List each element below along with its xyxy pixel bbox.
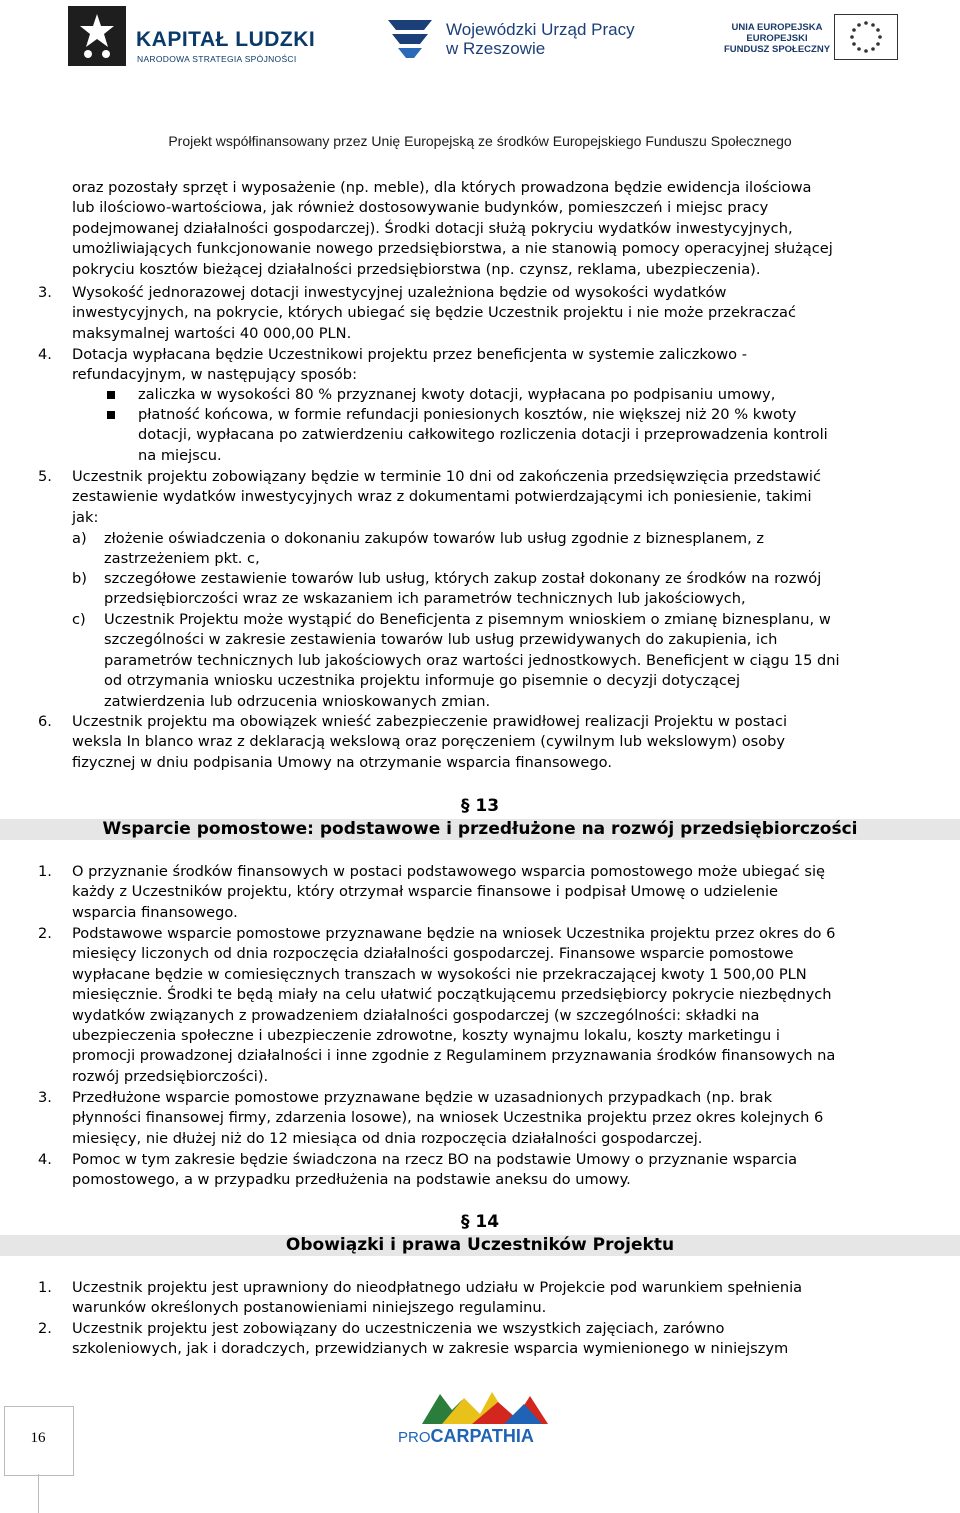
- ue-line3: FUNDUSZ SPOŁECZNY: [723, 44, 831, 55]
- page-number: 16: [30, 1430, 46, 1446]
- text-line: Przedłużone wsparcie pomostowe przyznawane będzie w uzasadnionych przypadkach (np. brak: [72, 1089, 773, 1106]
- ue-line1: UNIA EUROPEJSKA: [731, 22, 823, 33]
- text-line: Podstawowe wsparcie pomostowe przyznawane będzie na wniosek Uczestnika projektu przez okres do 6: [72, 925, 836, 942]
- list-number: 3.: [38, 284, 52, 301]
- paragraph-3: [72, 283, 956, 344]
- ue-title: [722, 22, 832, 55]
- text-line: promocji prowadzonej działalności i inne zgodnie z Regulaminem przyznawania środków finansowych na: [72, 1047, 836, 1065]
- intro-paragraph: [72, 178, 956, 280]
- ue-line2: EUROPEJSKI: [746, 33, 808, 44]
- paragraph-6: [72, 712, 956, 773]
- text-line: na miejscu.: [138, 446, 222, 464]
- list-number: 4.: [38, 346, 52, 363]
- sec14-item-1: [72, 1278, 956, 1319]
- paragraph-5: [72, 467, 956, 528]
- text-line: jak:: [72, 508, 99, 526]
- logo-pro: PRO: [398, 1429, 431, 1446]
- text-line: oraz pozostały sprzęt i wyposażenie (np. meble), dla których prowadzona będzie ewidencja ilościowa: [72, 179, 812, 196]
- procarpathia-mountains-icon: [412, 1390, 552, 1424]
- text-line: Uczestnik projektu jest zobowiązany do uczestniczenia we wszystkich zajęciach, zarówno: [72, 1320, 725, 1337]
- text-line: od otrzymania wniosku uczestnika projektu informuje go pisemnie o decyzji dotyczącej: [104, 672, 741, 690]
- text-line: Uczestnik Projektu może wystąpić do Beneficjenta z pisemnym wnioskiem o zmianę biznesplanu, w: [104, 611, 831, 628]
- sublist-item-a: [104, 529, 956, 570]
- sublist-label: a): [72, 530, 87, 547]
- text-line: Uczestnik projektu zobowiązany będzie w terminie 10 dni od zakończenia przedsięwzięcia przedstawić: [72, 468, 821, 485]
- text-line: płatność końcowa, w formie refundacji poniesionych kosztów, nie większej niż 20 % kwoty: [138, 406, 797, 423]
- text-line: O przyznanie środków finansowych w postaci podstawowego wsparcia pomostowego może ubiegać się: [72, 863, 826, 880]
- list-number: 1.: [38, 863, 52, 880]
- text-line: dotacji, wypłacana po zatwierdzeniu całkowitego rozliczenia dotacji i przeprowadzenia kontroli: [138, 426, 828, 444]
- sec13-item-3: [72, 1088, 956, 1149]
- wup-title-line1: Wojewódzki Urząd Pracy: [446, 20, 635, 39]
- page-box-line: [38, 1474, 39, 1513]
- text-line: miesięcy liczonych od dnia rozpoczęcia działalności gospodarczej. Finansowe wsparcie pomostowe: [72, 945, 794, 963]
- sec14-item-2: [72, 1319, 956, 1360]
- text-line: zestawienie wydatków inwestycyjnych wraz z dokumentami potwierdzającymi ich poniesienie, takimi: [72, 488, 812, 506]
- section-13-title: Wsparcie pomostowe: podstawowe i przedłużone na rozwój przedsiębiorczości: [0, 819, 960, 840]
- section-14-number: § 14: [460, 1212, 500, 1232]
- kapital-ludzki-subtitle: NARODOWA STRATEGIA SPÓJNOŚCI: [137, 54, 297, 64]
- text-line: wypłacane będzie w comiesięcznych transzach w wysokości nie przekraczającej kwoty 1 500,00 PLN: [72, 965, 807, 983]
- bullet-icon: [107, 411, 115, 419]
- text-line: umożliwiających funkcjonowanie nowego przedsiębiorstwa, a nie stanowią pomocy operacyjnej służącej: [72, 240, 833, 258]
- procarpathia-text: [398, 1426, 534, 1447]
- wup-title-line2: w Rzeszowie: [446, 39, 546, 58]
- text-line: przedsiębiorczości wraz ze wskazaniem ich parametrów technicznych lub jakościowych,: [104, 590, 746, 608]
- list-number: 1.: [38, 1279, 52, 1296]
- procarpathia-logo: [398, 1390, 564, 1450]
- text-line: inwestycyjnych, na pokrycie, których ubiegać się będzie Uczestnik projektu i nie może przekraczać: [72, 304, 796, 322]
- sec13-item-4: [72, 1150, 956, 1191]
- sublist-label: c): [72, 611, 86, 628]
- sec13-item-1: [72, 862, 956, 923]
- list-number: 4.: [38, 1151, 52, 1168]
- text-line: zatwierdzenia lub odrzucenia wnioskowanych zmian.: [104, 692, 491, 710]
- text-line: rozwój przedsiębiorczości).: [72, 1067, 269, 1085]
- text-line: Uczestnik projektu jest uprawniony do nieodpłatnego udziału w Projekcie pod warunkiem spełnienia: [72, 1279, 803, 1296]
- bullet-item: [138, 405, 956, 466]
- cofinancing-note: Projekt współfinansowany przez Unię Europejską ze środków Europejskiego Funduszu Społecznego: [168, 133, 792, 149]
- text-line: szczególności w zakresie zestawienia towarów lub usług przewidywanych do zakupienia, ich: [104, 631, 778, 649]
- sublist-item-b: [104, 569, 956, 610]
- text-line: Dotacja wypłacana będzie Uczestnikowi projektu przez beneficjenta w systemie zaliczkowo -: [72, 346, 747, 363]
- text-line: maksymalnej wartości 40 000,00 PLN.: [72, 324, 352, 342]
- bullet-item: zaliczka w wysokości 80 % przyznanej kwoty dotacji, wypłacana po podpisaniu umowy,: [138, 386, 776, 403]
- wup-logo-icon: [384, 14, 436, 62]
- text-line: Uczestnik projektu ma obowiązek wnieść zabezpieczenie prawidłowej realizacji Projektu w postaci: [72, 713, 788, 730]
- text-line: ubezpieczenia społeczne i ubezpieczenie zdrowotne, koszty wynajmu lokalu, koszty marketingu i: [72, 1027, 780, 1045]
- kapital-ludzki-emblem-icon: [68, 6, 126, 66]
- text-line: weksla In blanco wraz z deklaracją wekslową oraz poręczeniem (cywilnym lub wekslowym) osoby: [72, 733, 786, 751]
- header: [0, 0, 960, 160]
- text-line: płynności finansowej firmy, zdarzenia losowe), na wniosek Uczestnika projektu przez okres kolejnych 6: [72, 1109, 824, 1127]
- eu-flag-icon: [834, 14, 898, 60]
- text-line: każdy z Uczestników projektu, który otrzymał wsparcie finansowe i podpisał Umowę o udzielenie: [72, 883, 779, 901]
- text-line: szczegółowe zestawienie towarów lub usług, których zakup został dokonany ze środków na rozwój: [104, 570, 822, 587]
- text-line: wydatków związanych z prowadzeniem działalności gospodarczej (w szczególności: składki na: [72, 1006, 760, 1024]
- paragraph-4: [72, 345, 956, 386]
- text-line: refundacyjnym, w następujący sposób:: [72, 366, 357, 384]
- text-line: Pomoc w tym zakresie będzie świadczona na rzecz BO na podstawie Umowy o przyznanie wsparcia: [72, 1151, 798, 1168]
- text-line: miesięcznie. Środki te będą miały na celu ułatwić początkującemu przedsiębiorcy pokrycie niezbędnych: [72, 986, 832, 1004]
- list-number: 2.: [38, 1320, 52, 1337]
- wup-title: [446, 20, 635, 58]
- list-number: 6.: [38, 713, 52, 730]
- list-number: 5.: [38, 468, 52, 485]
- text-line: podejmowanej działalności gospodarczej). Środki dotacji służą pokryciu wydatków inwestycyjnych,: [72, 219, 793, 237]
- text-line: zastrzeżeniem pkt. c,: [104, 550, 260, 568]
- section-14-title: Obowiązki i prawa Uczestników Projektu: [0, 1235, 960, 1256]
- text-line: lub ilościowo-wartościowa, jak również dostosowywanie budynków, pomieszczeń i miejsc pracy: [72, 199, 769, 217]
- text-line: warunków określonych postanowieniami niniejszego regulaminu.: [72, 1299, 547, 1317]
- text-line: szkoleniowych, jak i doradczych, przewidzianych w zakresie wsparcia wymienionego w niniejszym: [72, 1340, 789, 1358]
- text-line: pokryciu kosztów bieżącej działalności przedsiębiorstwa (np. czynsz, reklama, ubezpieczenia).: [72, 260, 761, 278]
- text-line: parametrów technicznych lub jakościowych oraz wartości jednostkowych. Beneficjent w ciągu 15 dni: [104, 651, 840, 669]
- logo-carpathia: CARPATHIA: [430, 1426, 534, 1446]
- section-13-number: § 13: [460, 796, 500, 816]
- text-line: miesięcy, nie dłużej niż do 12 miesiąca od dnia rozpoczęcia działalności gospodarczej.: [72, 1129, 703, 1147]
- sublist-label: b): [72, 570, 87, 587]
- text-line: fizycznej w dniu podpisania Umowy na otrzymanie wsparcia finansowego.: [72, 753, 612, 771]
- list-number: 3.: [38, 1089, 52, 1106]
- list-number: 2.: [38, 925, 52, 942]
- kapital-ludzki-title: KAPITAŁ LUDZKI: [136, 28, 316, 51]
- text-line: wsparcia finansowego.: [72, 903, 238, 921]
- text-line: pomostowego, a w przypadku przedłużenia na podstawie aneksu do umowy.: [72, 1171, 631, 1189]
- bullet-icon: [107, 391, 115, 399]
- text-line: Wysokość jednorazowej dotacji inwestycyjnej uzależniona będzie od wysokości wydatków: [72, 284, 727, 301]
- sec13-item-2: [72, 924, 956, 1087]
- sublist-item-c: [104, 610, 956, 712]
- text-line: złożenie oświadczenia o dokonaniu zakupów towarów lub usług zgodnie z biznesplanem, z: [104, 530, 765, 547]
